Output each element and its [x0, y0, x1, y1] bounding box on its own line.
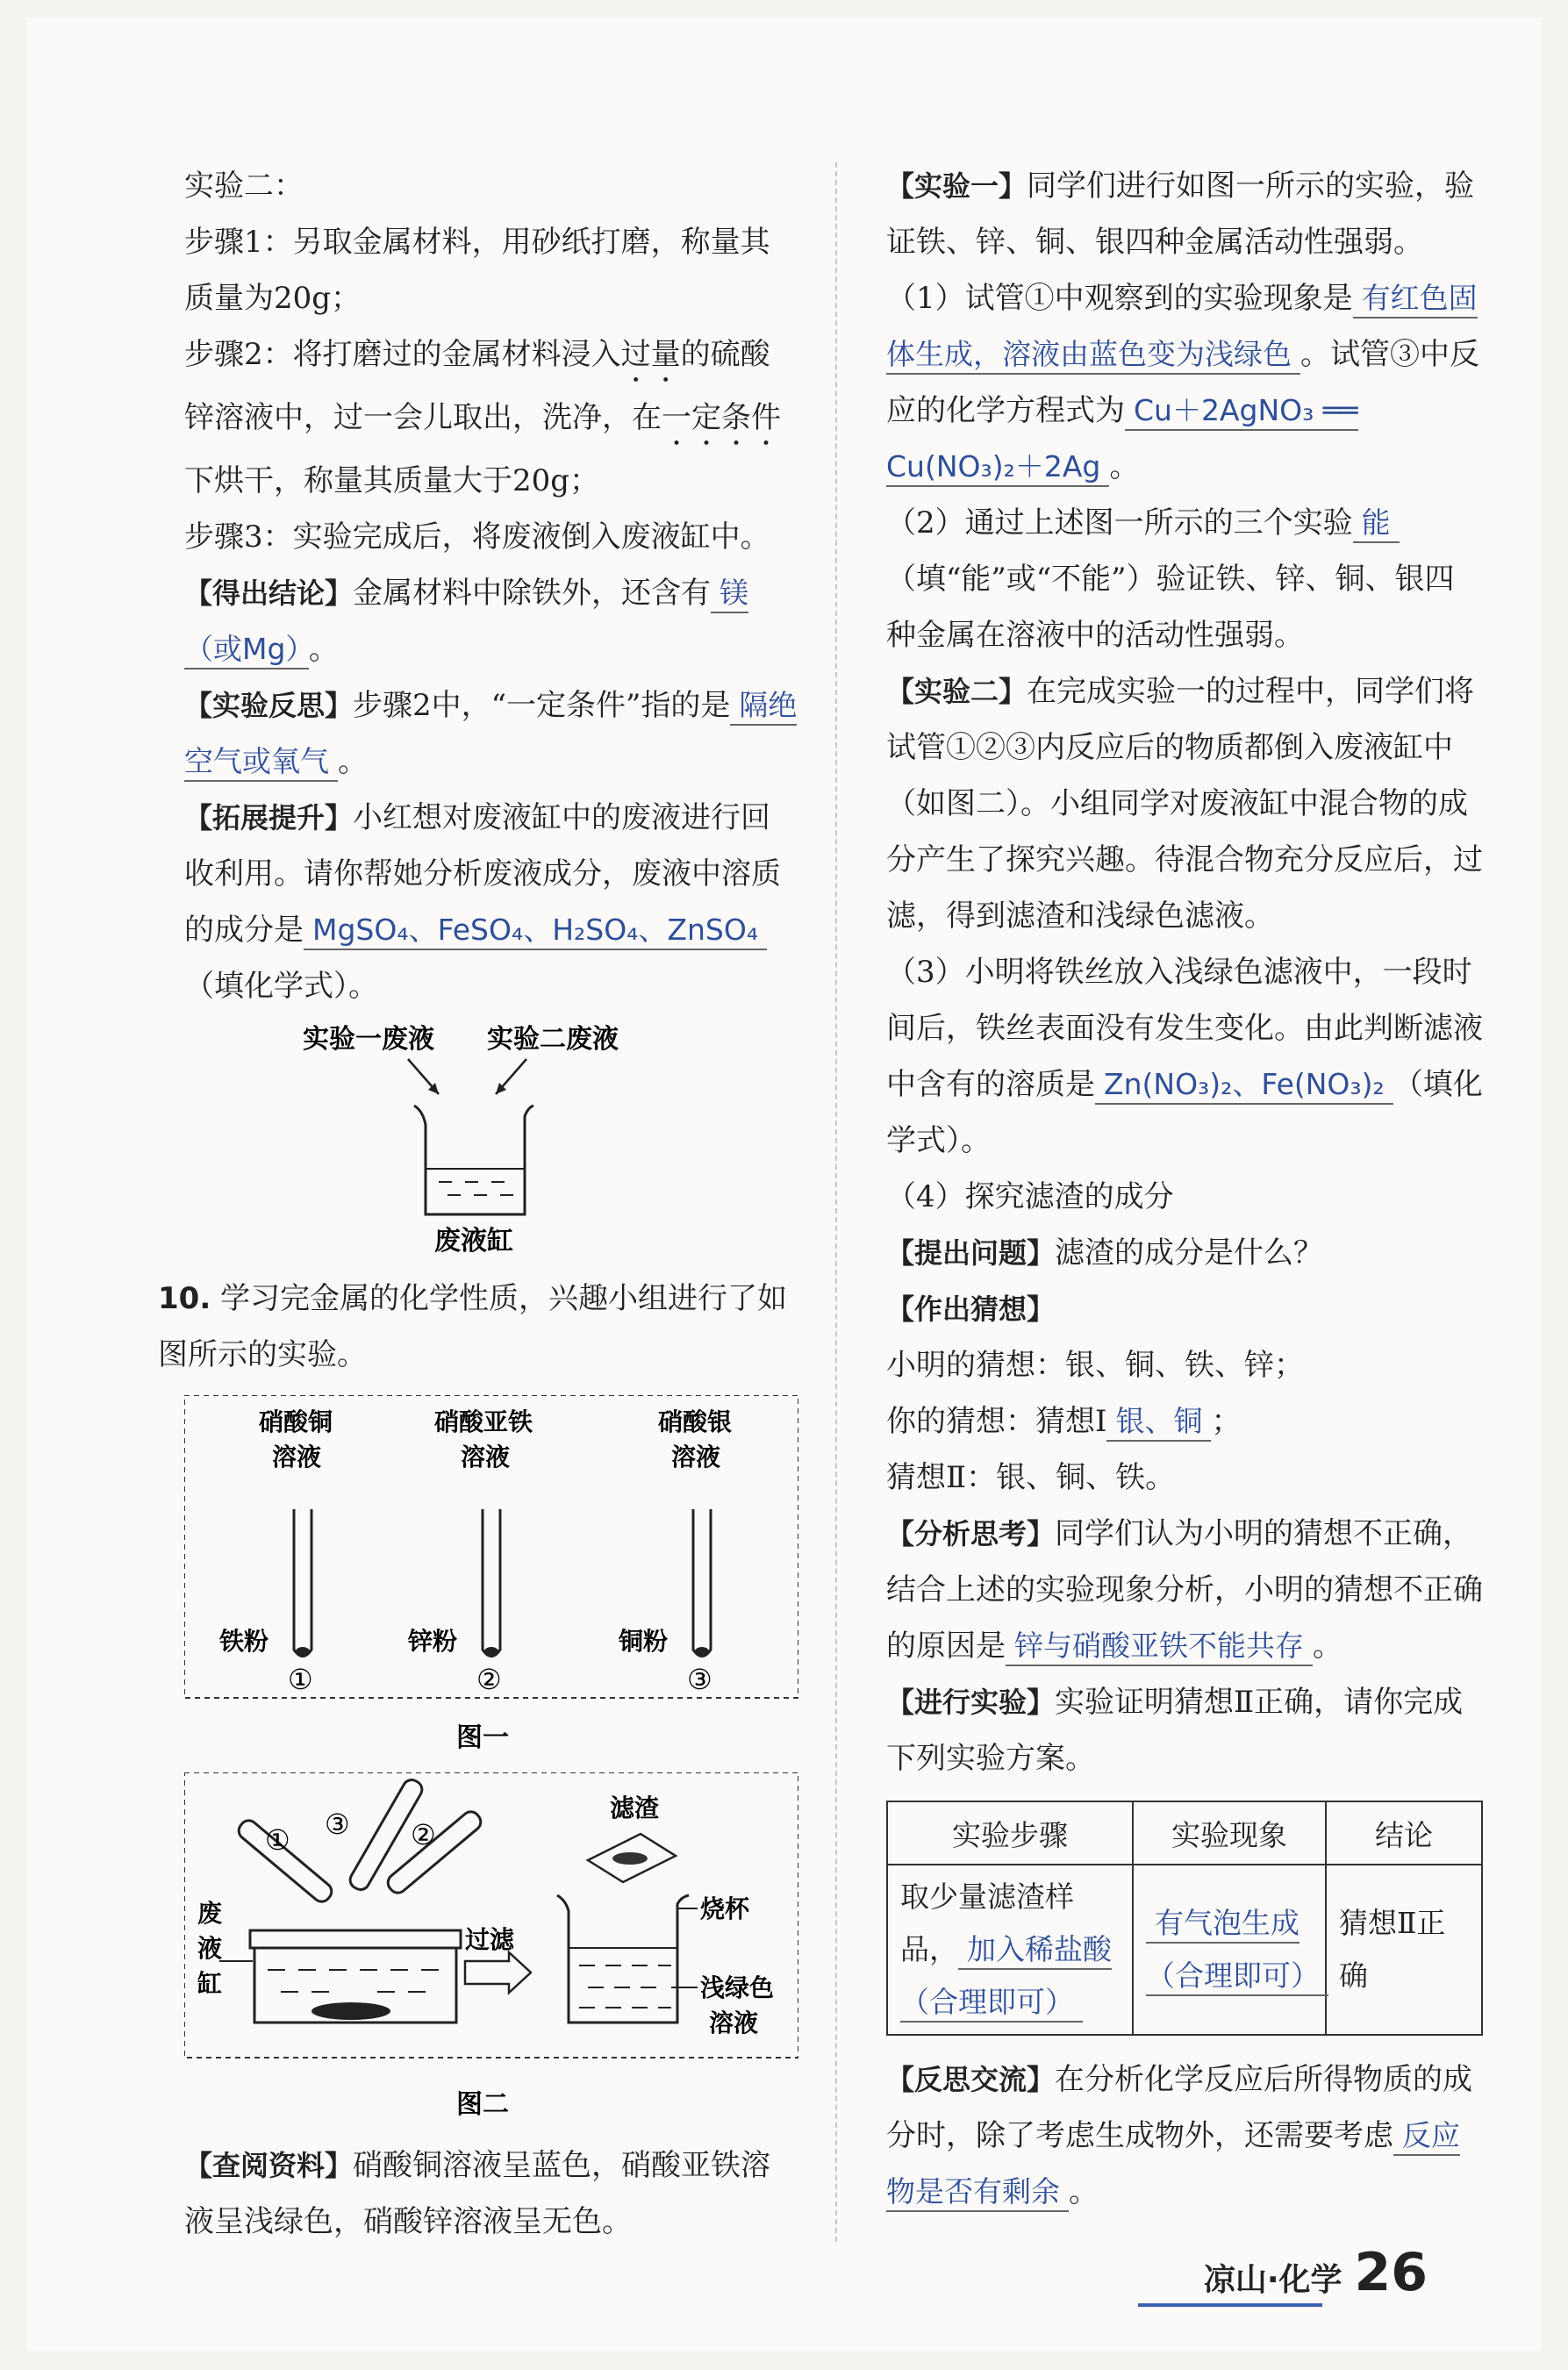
tube-3-number: ③: [687, 1663, 712, 1696]
right-column: [886, 158, 1483, 2220]
guess-tag: 【作出猜想】: [886, 1292, 1056, 1326]
step1: 步骤1：另取金属材料，用砂纸打磨，称量其质量为20g；: [184, 225, 770, 316]
tube-2-solution-2: 溶液: [461, 1443, 511, 1471]
conclusion-tag: 【得出结论】: [184, 576, 354, 610]
conclusion: 【得出结论】金属材料中除铁外，还含有 镁（或Mg） 。: [184, 565, 798, 677]
exp2-tag: 【实验二】: [886, 675, 1027, 708]
cell-conclusion: 猜想Ⅱ正确: [1326, 1865, 1482, 2035]
poured-tubes: [235, 1777, 484, 1905]
exp2: 【实验二】在完成实验一的过程中，同学们将试管①②③内反应后的物质都倒入废液缸中（如图二）。小组同学对废液缸中混合物的成分产生了探究兴趣。待混合物充分反应后，过滤，得到滤渣和浅绿色滤液。: [886, 674, 1483, 934]
q1: （1）试管①中观察到的实验现象是 有红色固体生成，溶液由蓝色变为浅绿色 。试管③中反应的化学方程式为 Cu＋2AgNO₃ ══ Cu(NO₃)₂＋2Ag 。: [886, 270, 1483, 495]
residue-label: 滤渣: [610, 1794, 660, 1822]
figure-1: [184, 1395, 798, 1764]
cell-phenomenon: [1133, 1865, 1326, 2035]
beaker-label-2: 实验二废液: [487, 1024, 619, 1055]
tube-3: [618, 1407, 732, 1696]
fig2-tube-1: ①: [265, 1823, 290, 1857]
ask: 【提出问题】滤渣的成分是什么？: [886, 1235, 1324, 1271]
q2: （2）通过上述图一所示的三个实验 能（填“能”或“不能”）验证铁、锌、铜、银四种金属在溶液中的活动性强弱。: [886, 505, 1455, 653]
answer-conclusion: 镁（或Mg）: [184, 576, 748, 669]
analyze-tag: 【分析思考】: [886, 1517, 1056, 1550]
experiment-table: [886, 1801, 1483, 2036]
tube-1-metal: 铁粉: [219, 1627, 269, 1656]
ask-tag: 【提出问题】: [886, 1236, 1056, 1270]
guess-you: 你的猜想：猜想Ⅰ 银、铜 ；: [886, 1393, 1483, 1450]
answer-q1-phenomenon: 有红色固体生成，溶液由蓝色变为浅绿色: [886, 281, 1478, 375]
exp2-title: 实验二：: [184, 168, 304, 204]
tube-2-number: ②: [476, 1663, 502, 1696]
question-10: 10. 学习完金属的化学性质，兴趣小组进行了如图所示的实验。: [158, 1281, 788, 1372]
exp1: 【实验一】同学们进行如图一所示的实验，验证铁、锌、铜、银四种金属活动性强弱。: [886, 168, 1475, 260]
page-footer: [1204, 2242, 1428, 2303]
tube-1-solution: 硝酸铜: [259, 1407, 333, 1436]
header-step: 实验步骤: [887, 1801, 1133, 1865]
answer-exchange: 反应物是否有剩余: [886, 2118, 1460, 2212]
answer-q3: Zn(NO₃)₂、Fe(NO₃)₂: [1095, 1067, 1393, 1105]
table-row: [887, 1865, 1482, 2035]
do-experiment: 【进行实验】实验证明猜想Ⅱ正确，请你完成下列实验方案。: [886, 1685, 1464, 1776]
beaker-tag: 烧杯: [700, 1894, 750, 1923]
figure-2: [184, 1772, 798, 2132]
answer-table-phenomenon: 有气泡生成（合理即可）: [1146, 1906, 1328, 1996]
waste-beaker-figure: [184, 1020, 798, 1265]
waste-tank: [197, 1899, 461, 2023]
footer-region: 凉山·化学: [1203, 2262, 1342, 2298]
page-number: 26: [1354, 2242, 1428, 2303]
exp1-tag: 【实验一】: [886, 169, 1027, 203]
filter-beaker: [557, 1794, 774, 2037]
beaker-label-1: 实验一废液: [303, 1024, 434, 1055]
guess-tag-line: [886, 1281, 1483, 1337]
fig2-tube-2: ②: [411, 1818, 436, 1851]
guess-xiaoming: 小明的猜想：银、铜、铁、锌；: [886, 1348, 1304, 1383]
extend-tag: 【拓展提升】: [184, 801, 354, 834]
cell-step: 取少量滤渣样品， 加入稀盐酸（合理即可）: [887, 1865, 1133, 2035]
step3: 步骤3：实验完成后，将废液倒入废液缸中。: [184, 519, 770, 555]
tube-1-number: ①: [288, 1663, 313, 1696]
page: [26, 18, 1542, 2352]
q3: （3）小明将铁丝放入浅绿色滤液中，一段时间后，铁丝表面没有发生变化。由此判断滤液中含有的溶质是 Zn(NO₃)₂、Fe(NO₃)₂ （填化学式）。: [886, 955, 1483, 1158]
emphasis-excess: 过量: [620, 337, 681, 372]
table-header: [887, 1801, 1482, 1865]
answer-guess: 银、铜: [1106, 1404, 1211, 1442]
exchange: 【反思交流】在分析化学反应后所得物质的成分时，除了考虑生成物外，还需要考虑 反应物是否有剩余 。: [886, 2051, 1483, 2220]
tube-2: [407, 1407, 533, 1696]
reflect-tag: 【实验反思】: [184, 689, 354, 722]
left-column: [158, 158, 798, 2250]
tube-3-solution-2: 溶液: [671, 1443, 721, 1471]
beaker-outline: [414, 1106, 533, 1214]
consult-tag: 【查阅资料】: [184, 2149, 354, 2182]
reflection: 【实验反思】步骤2中，“一定条件”指的是 隔绝空气或氧气 。: [184, 677, 798, 790]
liquid-dashes: [439, 1182, 513, 1195]
answer-reflect: 隔绝空气或氧气: [184, 688, 797, 782]
fig2-tube-3: ③: [325, 1808, 350, 1841]
answer-table-step: 加入稀盐酸（合理即可）: [900, 1932, 1112, 2023]
tube-1: [218, 1407, 333, 1696]
extension-tail: （填化学式）。: [184, 969, 378, 1004]
header-conclusion: 结论: [1326, 1801, 1482, 1865]
exchange-tag: 【反思交流】: [886, 2063, 1056, 2096]
column-divider: [835, 162, 837, 2242]
tube-3-metal: 铜粉: [619, 1627, 669, 1656]
answer-analyze: 锌与硝酸亚铁不能共存: [1006, 1629, 1313, 1666]
figure-1-caption: 图一: [456, 1722, 509, 1753]
tube-3-solution: 硝酸银: [658, 1407, 733, 1436]
do-tag: 【进行实验】: [886, 1686, 1056, 1719]
consult: 【查阅资料】硝酸铜溶液呈蓝色，硝酸亚铁溶液呈浅绿色，硝酸锌溶液呈无色。: [184, 2148, 771, 2239]
filtrate-label-1: 浅绿色: [700, 1973, 775, 2002]
figure-2-caption: 图二: [456, 2089, 509, 2120]
answer-extend: MgSO₄、FeSO₄、H₂SO₄、ZnSO₄: [304, 913, 767, 950]
filter-arrow: [465, 1925, 531, 1993]
tank-label-2: 液: [197, 1934, 223, 1963]
header-phenomenon: 实验现象: [1133, 1801, 1326, 1865]
footer-line: [1138, 2303, 1322, 2307]
tank-label-3: 缸: [197, 1969, 223, 1998]
answer-q1-equation: Cu＋2AgNO₃ ══ Cu(NO₃)₂＋2Ag: [886, 393, 1358, 487]
question-number: 10.: [158, 1281, 211, 1316]
filtrate-label-2: 溶液: [709, 2008, 759, 2037]
beaker-caption: 废液缸: [434, 1226, 513, 1257]
filter-label: 过滤: [465, 1925, 515, 1954]
emphasis-condition: 一定条件: [662, 400, 781, 435]
tank-label-1: 废: [197, 1899, 223, 1928]
tube-2-metal: 锌粉: [408, 1627, 458, 1656]
step2: 步骤2：将打磨过的金属材料浸入过量的硫酸锌溶液中，过一会儿取出，洗净，在一定条件下烘干，称量其质量大于20g；: [184, 337, 781, 498]
analyze: 【分析思考】同学们认为小明的猜想不正确，结合上述的实验现象分析，小明的猜想不正确的原因是 锌与硝酸亚铁不能共存 。: [886, 1506, 1483, 1674]
tube-1-solution-2: 溶液: [272, 1443, 322, 1471]
q4: （4）探究滤渣的成分: [886, 1179, 1174, 1214]
tube-2-solution: 硝酸亚铁: [434, 1407, 533, 1436]
extension: 【拓展提升】小红想对废液缸中的废液进行回收利用。请你帮她分析废液成分，废液中溶质的成分是 MgSO₄、FeSO₄、H₂SO₄、ZnSO₄: [184, 790, 798, 958]
guess-2: 猜想Ⅱ：银、铜、铁。: [886, 1460, 1176, 1495]
answer-q2: 能: [1353, 505, 1400, 543]
